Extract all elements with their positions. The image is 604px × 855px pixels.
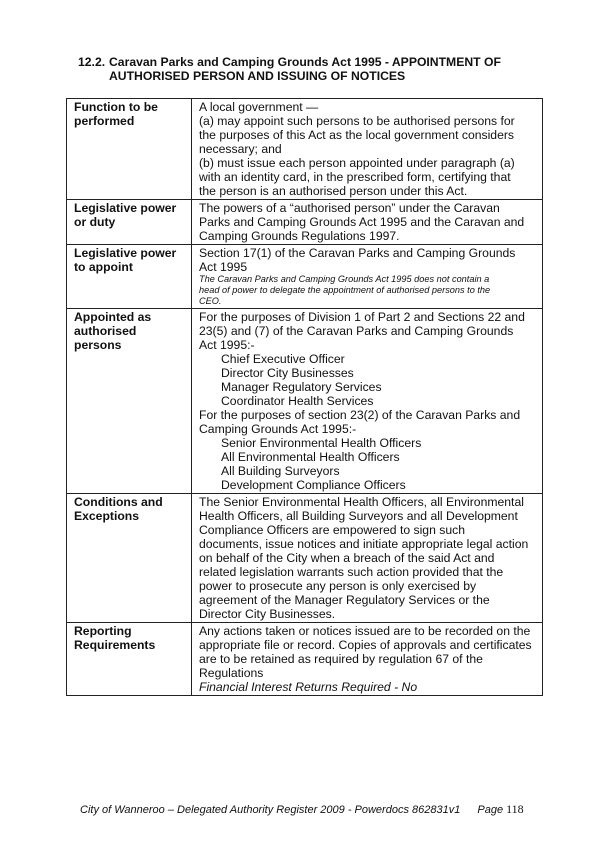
row-value-line: Senior Environmental Health Officers — [221, 436, 422, 450]
row-value-line: with an identity card, in the prescribed form, certifying that — [199, 170, 511, 184]
row-value-line: Compliance Officers are empowered to sign such — [199, 523, 465, 537]
row-label-line: authorised — [74, 324, 137, 338]
row-value-line: Director City Businesses — [221, 366, 354, 380]
row-label-line: Appointed as — [74, 310, 152, 324]
row-value-line: are to be retained as required by regulation 67 of the — [199, 652, 483, 666]
row-value-line: Development Compliance Officers — [221, 478, 406, 492]
row-value-line: Act 1995 — [199, 260, 248, 274]
footer-text: City of Wanneroo – Delegated Authority Register 2009 - Powerdocs 862831v1 — [80, 804, 461, 816]
row-value-line: head of power to delegate the appointment of authorised persons to the — [199, 285, 491, 295]
row-value-cell — [192, 309, 543, 494]
row-value-line: The powers of a “authorised person” under the Caravan — [199, 201, 500, 215]
table-row — [67, 99, 543, 200]
row-value-cell — [192, 245, 543, 309]
table-row — [67, 200, 543, 245]
row-value-line: 23(5) and (7) of the Caravan Parks and Camping Grounds — [199, 324, 514, 338]
table-row — [67, 623, 543, 696]
row-value-line: For the purposes of section 23(2) of the Caravan Parks and — [199, 408, 521, 422]
section-number: 12.2. — [78, 55, 106, 69]
row-value-line: The Caravan Parks and Camping Grounds Act 1995 does not contain a — [199, 274, 490, 284]
row-label-line: Legislative power — [74, 201, 177, 215]
page-number: 118 — [506, 802, 524, 816]
table-row — [67, 309, 543, 494]
row-value-line: The Senior Environmental Health Officers, all Environmental — [199, 495, 524, 509]
row-value-line: on behalf of the City when a breach of the said Act and — [199, 551, 495, 565]
row-label-cell — [67, 200, 192, 245]
row-value-line: Chief Executive Officer — [221, 352, 345, 366]
page-number-label — [477, 802, 523, 816]
row-label-line: Requirements — [74, 638, 156, 652]
row-value-line: CEO. — [199, 296, 222, 306]
row-label-line: persons — [74, 338, 122, 352]
row-value-line: All Environmental Health Officers — [221, 450, 400, 464]
row-value-line: documents, issue notices and initiate appropriate legal action — [199, 537, 529, 551]
table-row — [67, 245, 543, 309]
row-value-cell — [192, 99, 543, 200]
section-title-line-2: AUTHORISED PERSON AND ISSUING OF NOTICES — [109, 69, 406, 83]
row-value-line: Director City Businesses. — [199, 607, 336, 621]
row-value-line: Any actions taken or notices issued are to be recorded on the — [199, 624, 531, 638]
row-value-line: appropriate file or record. Copies of approvals and certificates — [199, 638, 532, 652]
row-value-line: the purposes of this Act as the local government considers — [199, 128, 515, 142]
row-value-cell — [192, 494, 543, 623]
page-label: Page — [477, 804, 504, 816]
row-value-line: the person is an authorised person under this Act. — [199, 184, 468, 198]
row-value-line: Camping Grounds Regulations 1997. — [199, 229, 400, 243]
row-value-line: related legislation warrants such action provided that the — [199, 565, 504, 579]
row-label-line: performed — [74, 114, 135, 128]
row-value-line: Camping Grounds Act 1995:- — [199, 422, 357, 436]
table-row — [67, 494, 543, 623]
row-value-line: agreement of the Manager Regulatory Services or the — [199, 593, 490, 607]
row-value-line: (b) must issue each person appointed under paragraph (a) — [199, 156, 515, 170]
row-value-line: Act 1995:- — [199, 338, 255, 352]
row-label-line: Reporting — [74, 624, 132, 638]
row-value-line: power to prosecute any person is only exercised by — [199, 579, 477, 593]
row-value-cell — [192, 200, 543, 245]
delegation-table — [66, 98, 543, 696]
row-value-line: Manager Regulatory Services — [221, 380, 382, 394]
row-label-cell — [67, 245, 192, 309]
row-value-line: Section 17(1) of the Caravan Parks and Camping Grounds — [199, 246, 516, 260]
row-value-line: (a) may appoint such persons to be authorised persons for — [199, 114, 515, 128]
row-value-line: All Building Surveyors — [221, 464, 340, 478]
section-title-line-1: Caravan Parks and Camping Grounds Act 1995 - APPOINTMENT OF — [109, 55, 501, 69]
row-value-line: For the purposes of Division 1 of Part 2 and Sections 22 and — [199, 310, 525, 324]
page-footer — [80, 802, 524, 817]
row-label-line: Function to be — [74, 100, 158, 114]
row-value-line: Parks and Camping Grounds Act 1995 and the Caravan and — [199, 215, 525, 229]
row-label-line: Conditions and — [74, 495, 163, 509]
row-value-line: Coordinator Health Services — [221, 394, 374, 408]
row-label-cell — [67, 309, 192, 494]
row-value-line: necessary; and — [199, 142, 282, 156]
row-label-cell — [67, 623, 192, 696]
row-value-cell — [192, 623, 543, 696]
row-value-line: Health Officers, all Building Surveyors and all Development — [199, 509, 518, 523]
row-label-cell — [67, 99, 192, 200]
row-label-line: Exceptions — [74, 509, 140, 523]
row-label-line: or duty — [74, 215, 116, 229]
row-label-line: to appoint — [74, 260, 133, 274]
row-value-line: A local government — — [199, 100, 319, 114]
row-label-cell — [67, 494, 192, 623]
row-value-line: Regulations — [199, 666, 264, 680]
row-label-line: Legislative power — [74, 246, 177, 260]
row-value-line: Financial Interest Returns Required - No — [199, 680, 418, 694]
